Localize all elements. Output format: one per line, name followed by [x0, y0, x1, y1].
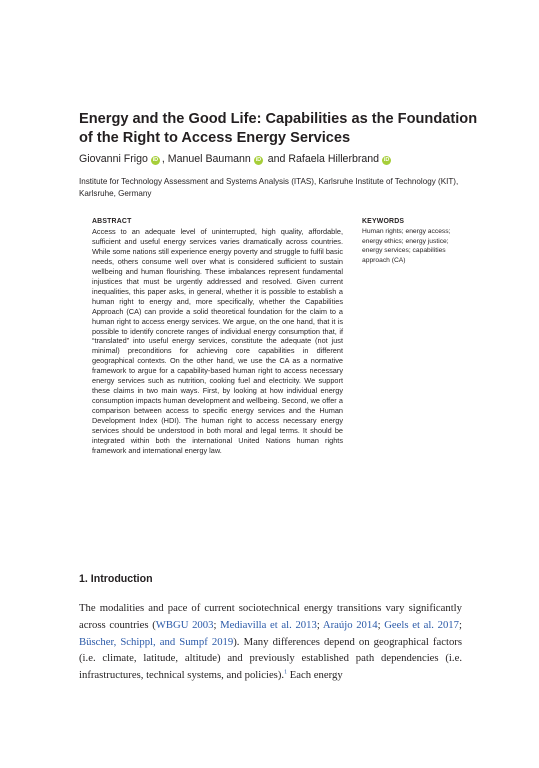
intro-text: ). Many differences depend on geographical factors (i.e. climate, latitude, altitude) and previously established path dependencies (i.e. infrastructures, technical systems, and policies).: [79, 635, 463, 682]
intro-text: ;: [316, 618, 323, 631]
keywords-heading: KEYWORDS: [362, 218, 405, 225]
author-separator: and: [264, 153, 289, 165]
intro-text: The modalities and pace of current sociotechnical energy transitions vary significantly across countries (: [79, 602, 462, 631]
author-separator: ,: [161, 153, 168, 165]
citation-link[interactable]: Geels et al. 2017: [384, 618, 459, 631]
intro-text: ;: [377, 618, 385, 631]
intro-paragraph: [79, 600, 462, 684]
intro-text: ;: [213, 618, 221, 631]
section-heading: 1. Introduction: [79, 573, 153, 585]
citation-link[interactable]: Mediavilla et al. 2013: [220, 618, 317, 631]
intro-text: ;: [459, 618, 462, 631]
author-name[interactable]: Rafaela Hillerbrand: [288, 153, 380, 165]
citation-link[interactable]: WBGU 2003: [155, 618, 214, 631]
orcid-icon[interactable]: iD: [255, 157, 262, 163]
citation-link[interactable]: Büscher, Schippl, and Sumpf 2019: [79, 635, 234, 648]
paper-title: Energy and the Good Life: Capabilities as the Foundation of the Right to Access Energy Services: [79, 111, 478, 146]
author-name[interactable]: Giovanni Frigo: [79, 153, 148, 165]
abstract-heading: ABSTRACT: [92, 218, 132, 225]
intro-text: Each energy: [287, 669, 343, 682]
citation-link[interactable]: Araújo 2014: [322, 618, 378, 631]
orcid-icon[interactable]: iD: [383, 157, 390, 163]
keywords-text: Human rights; energy access; energy ethics; energy justice; energy services; capabilities approach (CA): [362, 228, 451, 264]
author-list: [79, 153, 393, 165]
affiliation: Institute for Technology Assessment and Systems Analysis (ITAS), Karlsruhe Institute of Technology (KIT), Karlsruhe, Germany: [79, 177, 459, 198]
author-name[interactable]: Manuel Baumann: [167, 153, 251, 165]
footnote-marker[interactable]: 1: [284, 669, 288, 676]
orcid-icon[interactable]: iD: [152, 157, 159, 163]
abstract-text: Access to an adequate level of uninterrupted, high quality, affordable, sufficient and useful energy services varies dramatically across countries. While some nations still experience energy poverty and struggle to fulfil basic needs, others consume well over what is considered sufficient to sustain wellbeing and human flourishing. These imbalances represent fundamental injustices that must be urgently addressed and resolved. Given current inequalities, this paper asks, in general, whether it is possible to establish a human right to energy and, more specifically, whether the Capabilities Approach (CA) can provide a solid theoretical foundation for the claim to a human right to access energy services. We argue, on the one hand, that it is possible to identify concrete ranges of individual energy consumption that, if “translated” into useful energy services, constitute the adequate (not just minimal) preconditions for achieving core capabilities in different geographical contexts. On the other hand, we use the CA as a normative framework to argue for a capability-based human right to access necessary energy services such as nutrition, cooking fuel and electricity. We support these claims in two main ways. First, by looking at how individual energy consumption impacts human development and wellbeing. Second, we offer a comparison between access to specific energy services and the Human Development Index (HDI). The human right to access necessary energy services should be understood in both moral and legal terms. It should be integrated within both the international United Nations human rights framework and international energy law.: [92, 227, 343, 455]
